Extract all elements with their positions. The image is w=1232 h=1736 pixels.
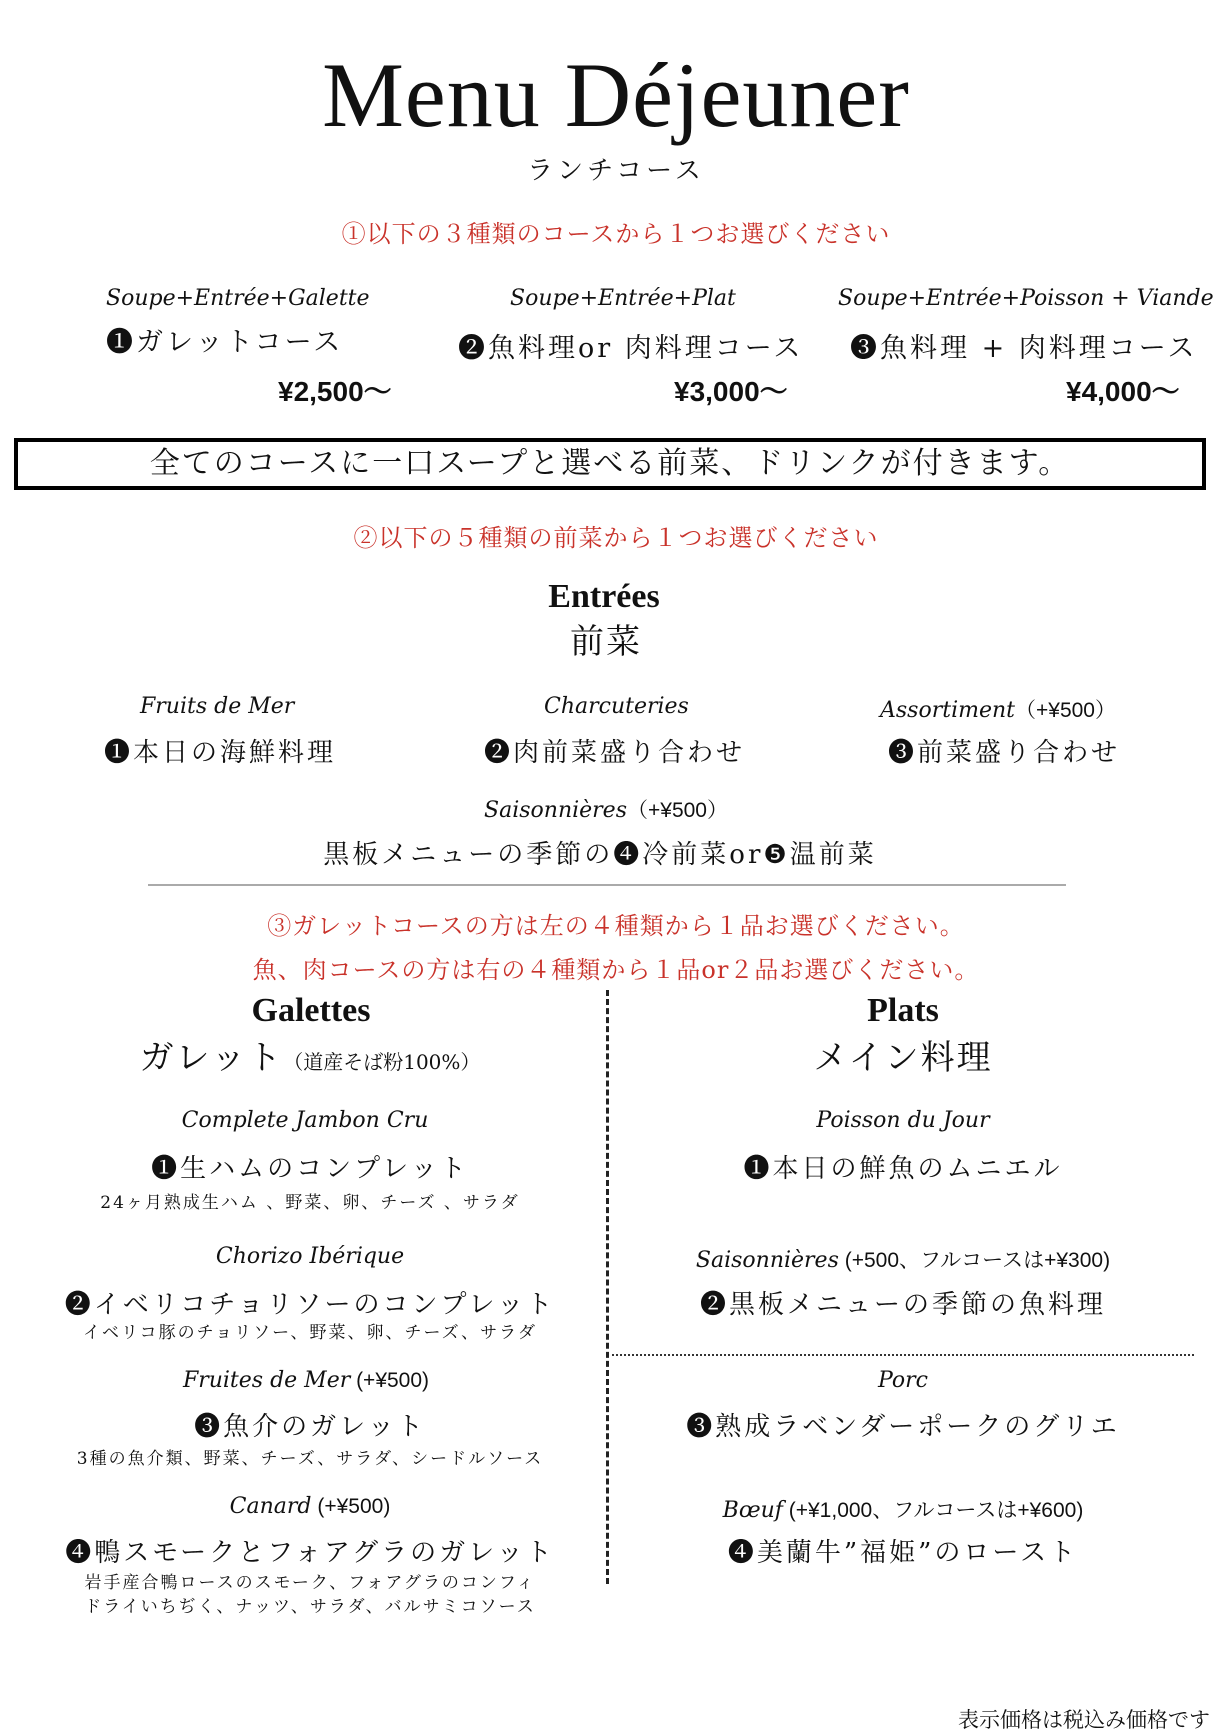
galette-1-sub-text: Complete Jambon Cru <box>181 1108 429 1133</box>
course-2-sub: Soupe+Entrée+Plat <box>510 286 736 311</box>
galettes-heading-jp <box>30 1030 590 1079</box>
galette-4-sub <box>0 1494 620 1519</box>
galette-1-sub <box>0 1108 610 1133</box>
entree-4-sub <box>0 794 1212 824</box>
menu-subtitle: ランチコース <box>527 156 705 186</box>
tax-note: 表示価格は税込み価格です <box>958 1709 1210 1732</box>
galette-3-name: ❸魚介のガレット <box>194 1412 426 1442</box>
menu-title: Menu Déjeuner <box>322 44 910 146</box>
entree-2-name: ❷肉前菜盛り合わせ <box>484 738 746 768</box>
entree-4-name: 黒板メニューの季節の❹冷前菜or❺温前菜 <box>323 840 877 870</box>
plats-divider <box>612 1354 1194 1356</box>
course-2-name: ❷魚料理or 肉料理コース <box>458 333 804 364</box>
entree-1-sub-text: Fruits de Mer <box>140 694 295 719</box>
galette-3-sub <box>0 1368 612 1393</box>
entrees-heading: Entrées <box>548 578 660 615</box>
entree-3-sub <box>880 694 1116 724</box>
galette-3-extra: (+¥500) <box>350 1369 430 1392</box>
galette-2-sub-text: Chorizo Ibérique <box>215 1244 405 1269</box>
galettes-heading-jp-text: ガレット <box>139 1038 284 1078</box>
entree-3-extra: （+¥500） <box>1015 699 1116 722</box>
galette-2-desc: イベリコ豚のチョリソー、野菜、卵、チーズ、サラダ <box>83 1323 537 1343</box>
plat-3-sub <box>612 1368 1194 1393</box>
course-1-price: ¥2,500〜 <box>278 376 392 407</box>
plat-1-sub-text: Poisson du Jour <box>816 1108 990 1133</box>
entree-2-sub <box>544 694 689 719</box>
plat-4-extra: (+¥1,000、フルコースは+¥600) <box>782 1499 1084 1522</box>
step2-instruction: ②以下の５種類の前菜から１つお選びください <box>353 524 879 552</box>
plats-heading: Plats <box>867 992 939 1029</box>
galettes-heading: Galettes <box>251 992 371 1029</box>
step3-instruction-1: ③ガレットコースの方は左の４種類から１品お選びください。 <box>267 912 965 940</box>
galette-4-sub-text: Canard <box>229 1494 312 1519</box>
plat-3-sub-text: Porc <box>878 1368 928 1393</box>
step1-instruction: ①以下の３種類のコースから１つお選びください <box>341 220 891 248</box>
plats-heading-jp: メイン料理 <box>813 1038 993 1078</box>
galette-1-name: ❶生ハムのコンプレット <box>151 1154 469 1184</box>
step3-instruction-2: 魚、肉コースの方は右の４種類から１品or２品お選びください。 <box>252 956 980 984</box>
plat-2-sub-text: Saisonnières <box>695 1248 839 1273</box>
entrees-heading-jp: 前菜 <box>570 622 642 662</box>
entree-3-sub-text: Assortiment <box>880 698 1015 723</box>
plat-4-sub <box>612 1494 1194 1524</box>
entree-1-name: ❶本日の海鮮料理 <box>104 738 337 768</box>
galettes-note: （道産そば粉100%） <box>283 1050 481 1074</box>
galette-1-desc: 24ヶ月熟成生ハム 、野菜、卵、チーズ 、サラダ <box>100 1193 520 1213</box>
entree-1-sub <box>140 694 294 719</box>
course-3-name: ❸魚料理 + 肉料理コース <box>850 333 1198 364</box>
plat-1-name: ❶本日の鮮魚のムニエル <box>743 1154 1063 1184</box>
course-2-price: ¥3,000〜 <box>674 376 788 407</box>
plat-2-name: ❷黒板メニューの季節の魚料理 <box>699 1290 1106 1320</box>
galette-3-sub-text: Fruites de Mer <box>182 1368 351 1393</box>
entree-2-sub-text: Charcuteries <box>544 694 689 719</box>
course-1-sub: Soupe+Entrée+Galette <box>106 286 370 311</box>
course-1-name: ❶ガレットコース <box>106 327 344 358</box>
plat-4-sub-text: Bœuf <box>722 1498 783 1523</box>
course-3-sub: Soupe+Entrée+Poisson + Viande <box>838 286 1214 311</box>
entree-3-name: ❸前菜盛り合わせ <box>888 738 1121 768</box>
plat-3-name: ❸熟成ラベンダーポークのグリエ <box>686 1412 1120 1442</box>
galette-4-desc-2: ドライいちぢく、ナッツ、サラダ、バルサミコソース <box>84 1597 536 1617</box>
course-3-price: ¥4,000〜 <box>1066 376 1180 407</box>
galette-2-name: ❷イベリコチョリソーのコンプレット <box>64 1290 556 1320</box>
notice-text: 全てのコースに一口スープと選べる前菜、ドリンクが付きます。 <box>149 446 1071 481</box>
plat-2-sub <box>612 1244 1194 1274</box>
entree-4-sub-text: Saisonnières <box>484 798 627 823</box>
galette-4-extra: (+¥500) <box>311 1495 391 1518</box>
plat-1-sub <box>612 1108 1194 1133</box>
galette-4-name: ❹鴨スモークとフォアグラのガレット <box>65 1538 555 1568</box>
galette-4-desc-1: 岩手産合鴨ロースのスモーク、フォアグラのコンフィ <box>84 1573 536 1593</box>
entree-4-extra: （+¥500） <box>627 799 728 822</box>
plat-2-extra: (+500、フルコースは+¥300) <box>838 1249 1111 1272</box>
section-divider <box>148 884 1066 886</box>
galette-3-desc: 3種の魚介類、野菜、チーズ、サラダ、シードルソース <box>76 1449 544 1469</box>
plat-4-name: ❹美蘭牛”福姫”のロースト <box>727 1538 1079 1568</box>
galette-2-sub <box>0 1244 620 1269</box>
